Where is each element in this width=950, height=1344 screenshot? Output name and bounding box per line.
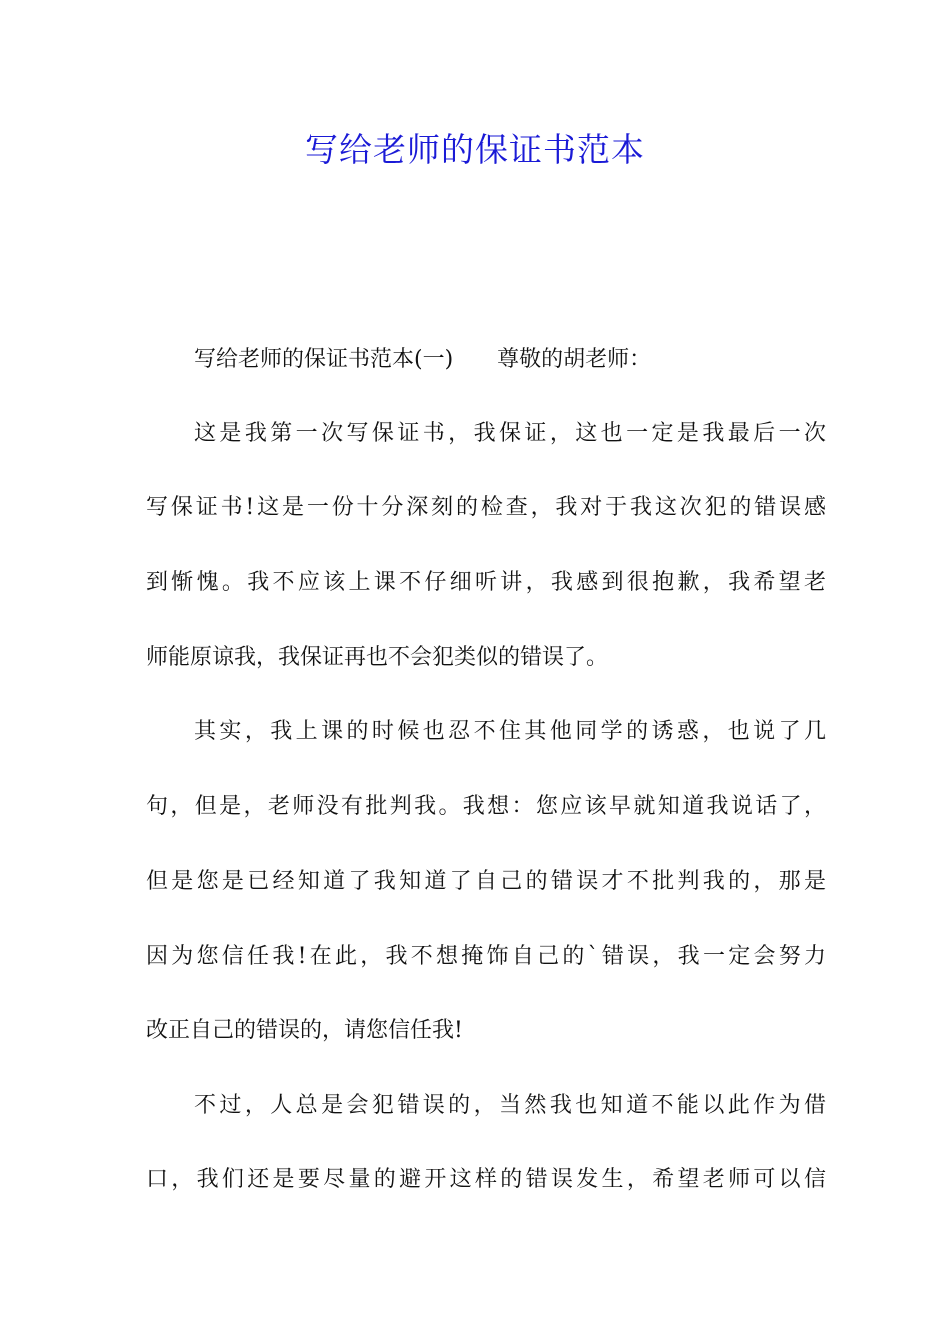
body-line: 这是我第一次写保证书，我保证，这也一定是我最后一次	[194, 421, 826, 446]
body-line: 师能原谅我，我保证再也不会犯类似的错误了。	[146, 645, 609, 670]
body-line: 因为您信任我!在此，我不想掩饰自己的`错误，我一定会努力	[146, 944, 826, 969]
body-line: 到惭愧。我不应该上课不仔细听讲，我感到很抱歉，我希望老	[146, 570, 826, 595]
section-heading: 写给老师的保证书范本(一)	[194, 347, 454, 372]
body-line: 不过，人总是会犯错误的，当然我也知道不能以此作为借	[194, 1093, 826, 1118]
body-line: 改正自己的错误的，请您信任我!	[146, 1018, 463, 1043]
body-line: 但是您是已经知道了我知道了自己的错误才不批判我的，那是	[146, 869, 826, 894]
body-line	[194, 340, 826, 380]
body-line: 口，我们还是要尽量的避开这样的错误发生，希望老师可以信	[146, 1167, 826, 1192]
body-line: 写保证书!这是一份十分深刻的检查，我对于我这次犯的错误感	[146, 495, 826, 520]
salutation: 尊敬的胡老师：	[497, 347, 652, 372]
body-line: 其实，我上课的时候也忍不住其他同学的诱惑，也说了几	[194, 719, 826, 744]
document-title: 写给老师的保证书范本	[305, 130, 645, 169]
body-line: 句，但是，老师没有批判我。我想：您应该早就知道我说话了，	[146, 794, 826, 819]
